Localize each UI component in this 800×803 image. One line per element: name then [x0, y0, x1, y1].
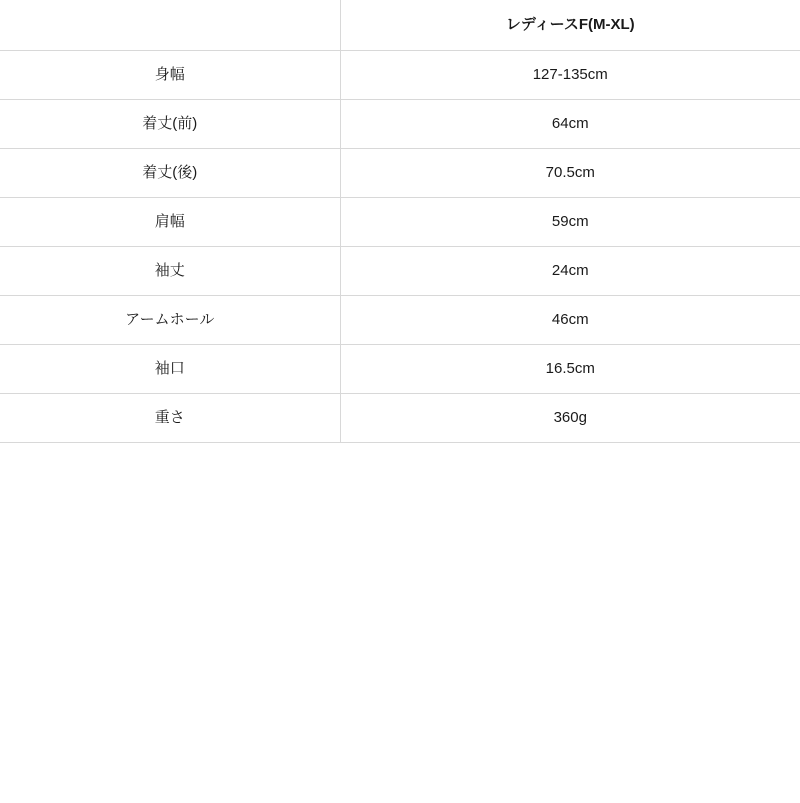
row-value-weight: 360g — [340, 394, 800, 443]
row-value-shoulder-width: 59cm — [340, 198, 800, 247]
row-label-cuff: 袖口 — [0, 345, 340, 394]
table-row — [0, 198, 800, 247]
column-header-size: レディースF(M-XL) — [340, 0, 800, 51]
row-label-weight: 重さ — [0, 394, 340, 443]
row-value-back-length: 70.5cm — [340, 149, 800, 198]
table-header-row — [0, 0, 800, 51]
row-value-cuff: 16.5cm — [340, 345, 800, 394]
row-label-front-length: 着丈(前) — [0, 100, 340, 149]
row-value-chest-width: 127-135cm — [340, 51, 800, 100]
table-row — [0, 100, 800, 149]
table-row — [0, 345, 800, 394]
table-row — [0, 51, 800, 100]
table-row — [0, 296, 800, 345]
table-header — [0, 0, 800, 51]
row-label-sleeve-length: 袖丈 — [0, 247, 340, 296]
column-header-measurement — [0, 0, 340, 51]
table-row — [0, 247, 800, 296]
row-value-sleeve-length: 24cm — [340, 247, 800, 296]
row-value-front-length: 64cm — [340, 100, 800, 149]
table-row — [0, 149, 800, 198]
bottom-whitespace — [0, 443, 800, 803]
table-body — [0, 51, 800, 443]
row-label-shoulder-width: 肩幅 — [0, 198, 340, 247]
row-value-armhole: 46cm — [340, 296, 800, 345]
table-row — [0, 394, 800, 443]
row-label-armhole: アームホール — [0, 296, 340, 345]
row-label-back-length: 着丈(後) — [0, 149, 340, 198]
row-label-chest-width: 身幅 — [0, 51, 340, 100]
